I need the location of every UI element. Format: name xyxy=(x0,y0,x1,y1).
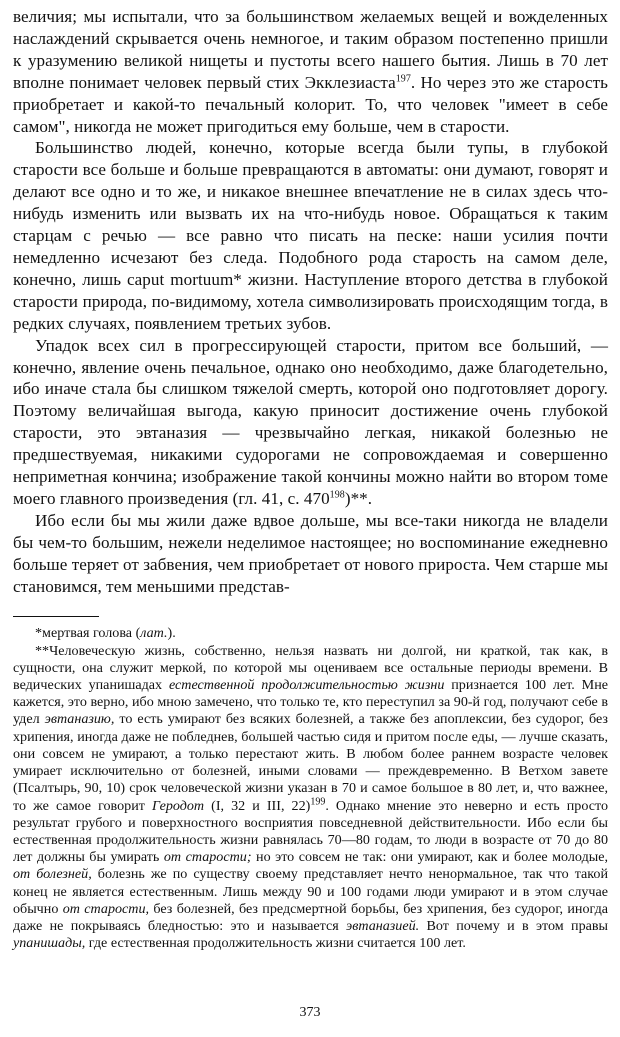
text-run: величия; мы испытали, что за большинством желаемых вещей и вожделенных наслаждений скрывается очень немногое, и таким образом постепенно пришли к уразумению великой нищеты и пустоты всего нашего бытия. Лишь в 70 лет вполне понимает человек первый стих Экклезиаста xyxy=(13,7,608,92)
italic-text: естественной продолжительностью жизни xyxy=(168,677,445,694)
footnote-separator xyxy=(13,616,99,617)
footnote xyxy=(13,643,608,953)
paragraph xyxy=(13,6,608,137)
italic-text: эвтаназией. xyxy=(346,917,420,934)
italic-text: от старости, xyxy=(62,900,150,917)
paragraph xyxy=(13,510,608,598)
italic-text: лат. xyxy=(140,625,168,642)
text-run: но это совсем не так: они умирают, как и более молодые, xyxy=(251,849,608,866)
text-run: без болезней, без предсмертной борьбы, без хрипения, без судорог, иногда даже не покрываясь бледностью: это и называется xyxy=(13,900,609,934)
text-run: где естественная продолжительность жизни считается 100 лет. xyxy=(85,935,466,952)
footnotes xyxy=(13,625,608,952)
paragraph xyxy=(13,137,608,334)
italic-text: упанишады, xyxy=(13,935,86,952)
text-run: **Человеческую жизнь, собственно, нельзя назвать ни долгой, ни краткой, так как, в сущности, она служит меркой, по которой мы оцениваем все остальные периоды времени. В ведических упанишадах xyxy=(13,642,608,694)
text-run: болезнь же по существу своему представляет нечто ненормальное, так что такой конец не является естественным. Лишь между 90 и 100 годами люди умирают и в этом случае обычно xyxy=(13,866,608,917)
text-run: . Но через это же старость приобретает и какой-то печальный колорит. То, что человек "имеет в себе самом", никогда не может пригодиться ему больше, чем в старости. xyxy=(13,72,609,136)
text-run: Ибо если бы мы жили даже вдвое дольше, мы все-таки никогда не владели бы чем-то большим, нежели неделимое настоящее; но воспоминание ежедневно больше теряет от забвения, чем приобретает от нового прироста. Чем старше мы становимся, тем меньшими представ- xyxy=(13,510,608,596)
italic-text: Геродот xyxy=(151,797,205,814)
footnote-reference: 199 xyxy=(310,795,326,807)
text-run: Вот почему и в этом правы xyxy=(419,917,608,934)
italic-text: от болезней, xyxy=(13,866,92,883)
italic-text: эвтаназию, xyxy=(44,711,115,728)
text-run: Большинство людей, конечно, которые всегда были тупы, в глубокой старости все больше и больше превращаются в автоматы: они думают, говорят и делают все одно и то же, и никакое внешнее впечатление не в силах здесь что-нибудь изменить или вызвать их на что-нибудь новое. Обращаться к таким старцам с речью — все равно что писать на песке: наши усилия почти немедленно исчезают без следа. Подобного рода старость на самом деле, конечно, лишь caput mortuum* жизни. Наступление второго детства в глубокой старости природа, по-видимому, хотела символизировать происходящим тогда, в редких случаях, появлением третьих зубов. xyxy=(13,138,608,333)
text-run: . Однако мнение это неверно и есть просто результат грубого и поверхностного восприятия повседневной действительности. Ибо если бы естественная продолжительность жизни равнялась 70—80 годам, то люди в возрасте от 70 до 80 лет должны бы умирать xyxy=(13,797,609,866)
text-run: )**. xyxy=(344,488,373,508)
text-run: *мертвая голова ( xyxy=(35,625,141,642)
text-run: ). xyxy=(167,625,176,642)
footnote-reference: 197 xyxy=(395,73,411,85)
text-run: Упадок всех сил в прогрессирующей старости, притом все больший, — конечно, явление очень печальное, однако оно необходимо, даже благодетельно, ибо иначе стала бы слишком тяжелой смерть, которой оно подготовляет дорогу. Поэтому величайшая выгода, какую приносит достижение очень глубокой старости, это эвтаназия — чрезвычайно легкая, никакой болезнью не предшествуемая, никакими судорогами не сопровождаемая и совершенно неприметная кончина; изображение такой кончины можно найти во втором томе моего главного произведения (гл. 41, с. 470 xyxy=(13,335,608,508)
footnote xyxy=(13,625,608,642)
footnote-reference: 198 xyxy=(329,489,345,501)
page-number: 373 xyxy=(299,1005,321,1020)
text-run: признается 100 лет. Мне кажется, это верно, ибо мною замечено, что только те, кто переступил за 90-й год, получают себе в удел xyxy=(13,677,608,728)
text-run: (I, 32 и III, 22) xyxy=(204,797,311,814)
paragraph xyxy=(13,335,608,510)
italic-text: от старости; xyxy=(163,849,252,866)
main-text xyxy=(13,6,608,597)
text-run: то есть умирают без всяких болезней, а также без апоплексии, без судорог, без хрипения, иногда даже не побледнев, большей частью сидя и притом после еды, — лучше сказать, они совсем не умирают, а только перестают жить. В любом более раннем возрасте человек умирает исключительно от болезней, иными словами — преждевременно. В Ветхом завете (Псалтырь, 90, 10) срок человеческой жизни указан в 70 и самое большое в 80 лет, и, что важнее, то же самое говорит xyxy=(13,711,608,814)
